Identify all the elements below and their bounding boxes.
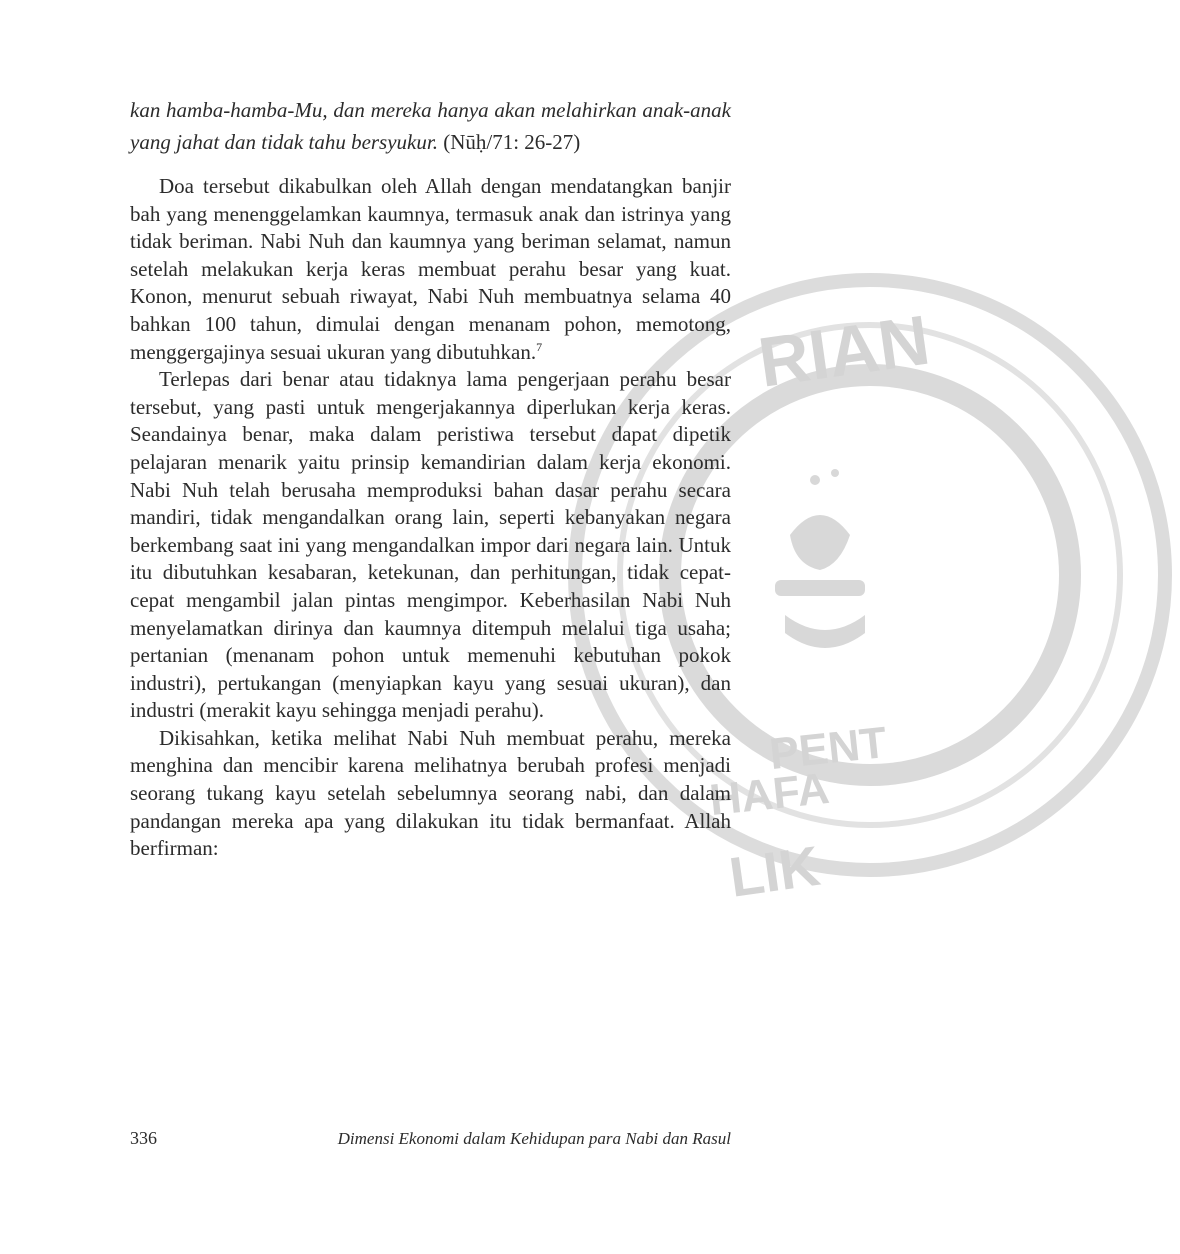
paragraph-text: Doa tersebut dikabulkan oleh Allah dengan mendatangkan banjir bah yang menenggelamkan kaumnya, termasuk anak dan istrinya yang tidak beriman. Nabi Nuh dan kaumnya yang beriman selamat, namun setelah melakukan kerja keras membuat perahu besar yang kuat. Konon, menurut sebuah riwayat, Nabi Nuh membuatnya selama 40 bahkan 100 tahun, dimulai dengan menanam pohon, memotong, menggergajinya sesuai ukuran yang dibutuhkan. [130, 174, 731, 364]
paragraph-1 [130, 173, 731, 366]
watermark-text-mid: HAFA [707, 763, 832, 826]
verse-citation: (Nūḥ/71: 26-27) [443, 130, 581, 154]
footnote-marker: 7 [536, 339, 543, 354]
paragraph-text: Terlepas dari benar atau tidaknya lama pengerjaan perahu besar tersebut, yang pasti untuk mengerjakannya diperlukan kerja keras. Seandainya benar, maka dalam peristiwa tersebut dapat dipetik pelajaran menarik yaitu prinsip kemandirian dalam kerja ekonomi. Nabi Nuh telah berusaha memproduksi bahan dasar perahu secara mandiri, tidak mengandalkan orang lain, seperti kebanyakan negara berkembang saat ini yang mengandalkan impor dari negara lain. Untuk itu dibutuhkan kesabaran, ketekunan, dan perhitungan, tidak cepat-cepat mengambil jalan pintas mengimpor. Keberhasilan Nabi Nuh menyelamatkan dirinya dan kaumnya ditempuh melalui tiga usaha; pertanian (menanam pohon untuk memenuhi kebutuhan pokok industri), pertukangan (menyiapkan kayu yang sesuai ukuran), dan industri (merakit kayu sehingga menjadi perahu). [130, 367, 731, 723]
page-footer [130, 1128, 731, 1149]
quran-verse-translation [130, 94, 731, 158]
page-body [130, 94, 731, 863]
watermark-text-bottom: LIK [725, 833, 824, 909]
running-title: Dimensi Ekonomi dalam Kehidupan para Nabi dan Rasul [337, 1129, 731, 1148]
paragraph-3 [130, 725, 731, 863]
verse-text: kan hamba-hamba-Mu, dan mereka hanya akan melahirkan anak-anak yang jahat dan tidak tahu bersyukur. [130, 98, 731, 154]
paragraph-text: Dikisahkan, ketika melihat Nabi Nuh membuat perahu, mereka menghina dan mencibir karena melihatnya berubah profesi menjadi seorang tukang kayu setelah sebelumnya seorang nabi, dan dalam pandangan mereka apa yang dilakukan itu tidak bermanfaat. Allah berfirman: [130, 725, 731, 861]
watermark-text-right: PENT [767, 718, 890, 780]
page-number: 336 [130, 1128, 157, 1148]
watermark-emblem [775, 469, 865, 648]
paragraph-2 [130, 366, 731, 725]
watermark-text-top: RIAN [753, 300, 935, 402]
